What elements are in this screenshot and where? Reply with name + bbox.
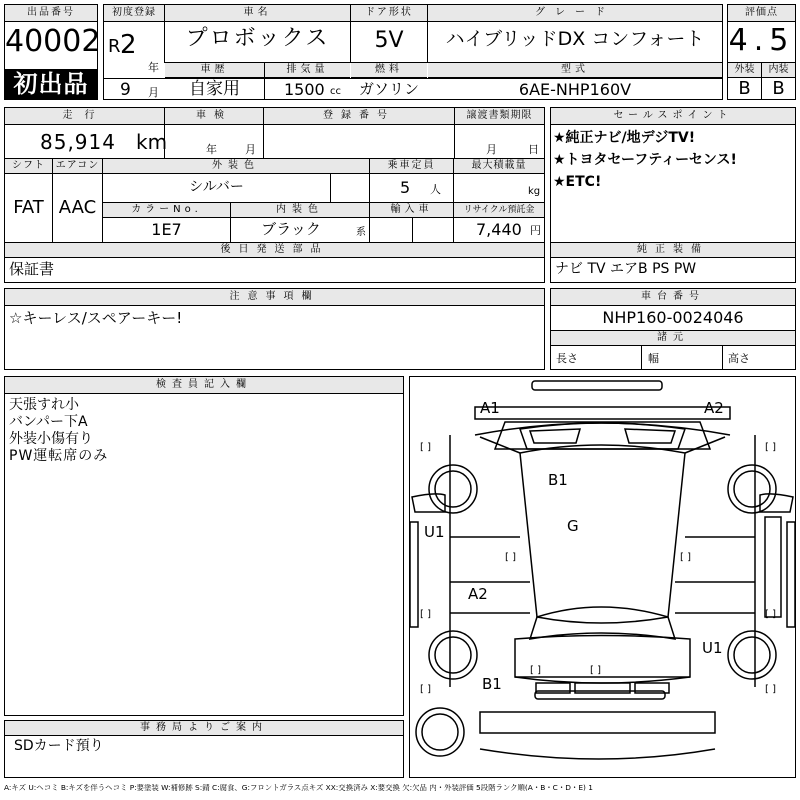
reg-month-unit: 月 [148,86,159,99]
mark-u1-left: U1 [424,523,445,541]
later-parts-value: 保証書 [9,260,55,278]
transfer-month-unit: 月 [486,143,497,156]
exterior-color-value: シルバー [189,179,244,195]
mileage-unit: km [136,130,168,154]
mileage-value: 85,914 [40,130,116,154]
lot-label: 出品番号 [5,5,97,22]
seats-label: 乗車定員 [370,159,453,174]
history-label: 車歴 [165,63,264,78]
lot-box [4,4,101,100]
transfer-label: 譲渡書類期限 [455,108,544,125]
score-value: 4.5 [728,23,795,58]
chassis-label: 車台番号 [551,289,795,306]
recycle-value: 7,440 [476,220,522,239]
reg-month: 9 [120,80,131,100]
bracket-6: [ ] [765,609,776,620]
later-parts-label: 後日発送部品 [5,243,544,258]
interior-color-label: 内装色 [231,203,369,218]
bracket-3: [ ] [505,552,516,563]
history-value: 自家用 [189,79,240,99]
mark-a1: A1 [480,399,500,417]
inspector-line-3: 外装小傷有り [9,431,93,447]
inspector-label: 検査員記入欄 [5,377,403,394]
seats-value: 5 [400,178,411,197]
transfer-day-unit: 日 [528,143,539,156]
displacement-unit: cc [330,86,341,97]
car-diagram [410,377,795,777]
lot-number: 40002 [5,24,101,59]
plate-label: 登録番号 [264,108,454,125]
reg-label: 初度登録 [104,5,164,22]
caution-value: ☆キーレス/スペアーキー! [9,309,183,327]
interior-color-value: ブラック [261,220,321,238]
mark-a2-side: A2 [468,585,488,603]
displacement-value: 1500 [284,80,325,99]
mark-b1-rear: B1 [482,675,502,693]
inspector-line-4: PW運転席のみ [9,448,109,464]
shift-value: FAT [13,197,44,218]
sales-point-3: ★ETC! [553,174,602,190]
inspector-line-1: 天張すれ小 [9,397,79,413]
mark-b1-roof: B1 [548,471,568,489]
max-load-label: 最大積載量 [454,159,544,174]
sales-points-label: セールスポイント [551,108,795,125]
ac-label: エアコン [53,159,102,174]
bracket-5: [ ] [420,609,431,620]
equipment-value: ナビ TV エアB PS PW [555,261,697,277]
first-listing-text: 初出品 [13,70,89,98]
equipment-label: 純正装備 [551,243,795,258]
door-label: ドア形状 [351,5,427,22]
displacement-label: 排気量 [265,63,350,78]
name-value: プロボックス [185,26,330,51]
ac-value: AAC [58,197,97,218]
mark-u1-right: U1 [702,639,723,657]
door-value: 5V [374,28,404,53]
reg-era: R [108,36,121,57]
grade-label: グレード [428,5,722,22]
grade-value: ハイブリッドDX コンフォート [445,28,705,50]
import-label: 輸入車 [370,203,453,218]
mark-g: G [567,517,579,535]
reg-year-unit: 年 [148,61,159,74]
interior-color-suffix: 系 [356,227,366,238]
max-load-unit: kg [528,186,541,197]
interior-value: B [772,78,785,99]
exterior-value: B [738,78,751,99]
inspection-year-unit: 年 [206,143,217,156]
dims-label: 諸元 [551,331,795,346]
interior-label: 内装 [762,63,795,78]
inspection-label: 車検 [165,108,263,125]
mark-a2-top: A2 [704,399,724,417]
office-value: SDカード預り [14,738,104,754]
bracket-10: [ ] [590,665,601,676]
bracket-1: [ ] [420,442,431,453]
model-value: 6AE-NHP160V [518,80,632,99]
caution-label: 注意事項欄 [5,289,544,306]
width-label: 幅 [648,352,659,365]
fuel-value: ガソリン [358,80,419,98]
recycle-unit: 円 [530,224,541,237]
legend-text: A:キズ U:ヘコミ B:キズを伴うヘコミ P:要塗装 W:補修跡 S:錆 C:腐食、G:フロントガラス点キズ XX:交換済み X:要交換 欠:欠品 内・外装評価 5段階ランク順(A・B・C・D・E) 1 [4,784,593,792]
shift-label: シフト [5,159,52,174]
mileage-label: 走行 [5,108,164,125]
sales-point-2: ★トヨタセーフティーセンス! [553,152,737,168]
recycle-label: リサイクル預託金 [454,203,544,218]
sales-point-1: ★純正ナビ/地デジTV! [553,130,696,146]
score-label: 評価点 [728,5,795,22]
exterior-color-label: 外装色 [103,159,369,174]
model-label: 型式 [428,63,722,78]
chassis-value: NHP160-0024046 [602,308,744,327]
bracket-8: [ ] [765,684,776,695]
reg-year: 2 [120,30,137,60]
seats-unit: 人 [430,183,441,196]
exterior-label: 外装 [728,63,761,78]
bracket-7: [ ] [420,684,431,695]
color-no-label: カラーNo. [103,203,230,218]
bracket-4: [ ] [680,552,691,563]
color-no-value: 1E7 [151,220,182,239]
bracket-9: [ ] [530,665,541,676]
inspection-month-unit: 月 [245,143,256,156]
height-label: 高さ [728,352,750,365]
bracket-2: [ ] [765,442,776,453]
inspector-line-2: バンパー下A [9,414,88,430]
office-label: 事務局よりご案内 [5,721,403,736]
length-label: 長さ [556,352,578,365]
fuel-label: 燃料 [351,63,427,78]
name-label: 車名 [165,5,350,22]
